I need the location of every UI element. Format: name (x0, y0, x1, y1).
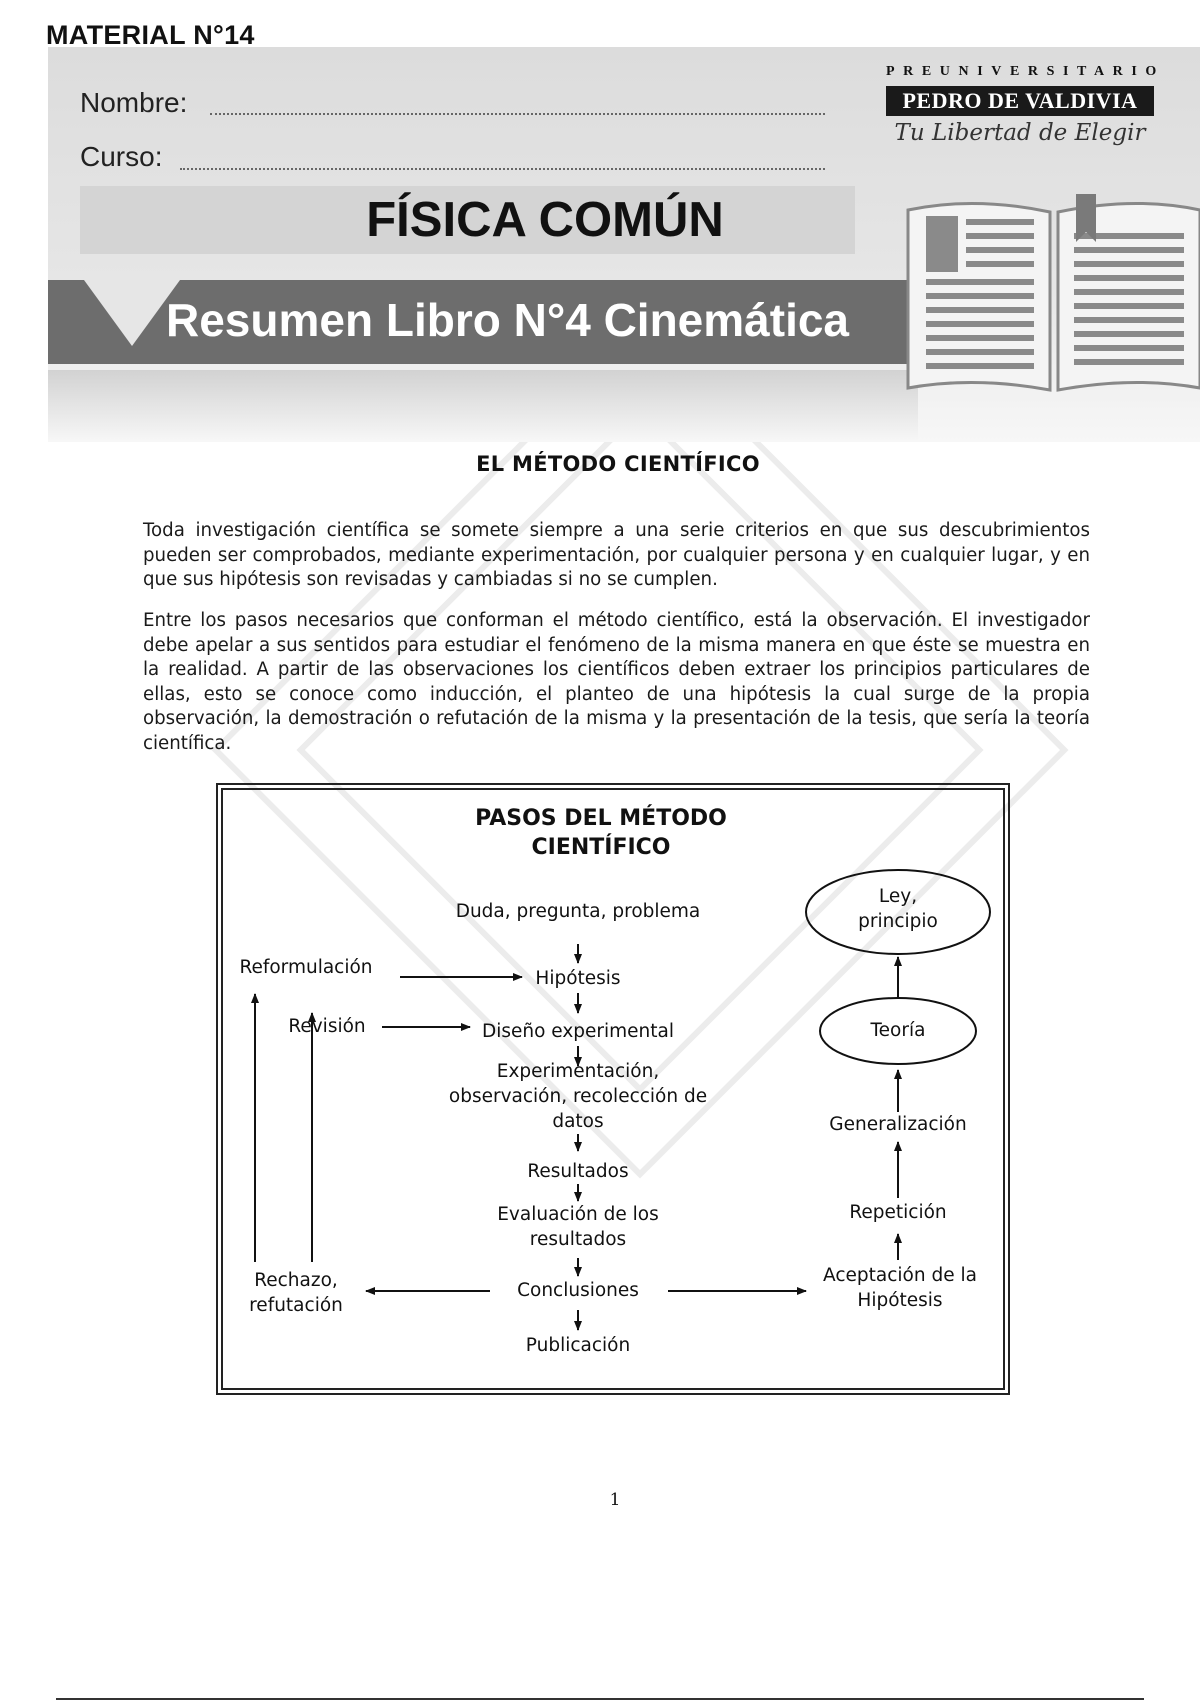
node-publication: Publicación (525, 1335, 631, 1356)
node-revision: Revisión (288, 1016, 366, 1037)
name-label: Nombre: (80, 87, 188, 118)
node-conclusions: Conclusiones (517, 1280, 639, 1301)
name-field[interactable] (210, 113, 825, 115)
node-rejection: Rechazo, refutación (249, 1270, 343, 1316)
node-acceptance: Aceptación de la Hipótesis (823, 1265, 977, 1311)
node-theory: Teoría (870, 1020, 926, 1041)
open-book-icon (904, 190, 1200, 400)
header-shadow (48, 370, 918, 440)
node-reformulation: Reformulación (239, 957, 373, 978)
node-hypothesis: Hipótesis (535, 968, 621, 989)
page-number: 1 (609, 1490, 621, 1510)
material-number: MATERIAL N°14 (46, 20, 255, 50)
node-experimental-design: Diseño experimental (481, 1021, 675, 1042)
diagram-title: CIENTÍFICO (531, 835, 671, 860)
page-title: Resumen Libro N°4 Cinemática (166, 294, 850, 346)
node-experimentation: Experimentación, observación, recolección de datos (448, 1061, 708, 1132)
node-evaluation: Evaluación de los resultados (497, 1204, 659, 1250)
paragraph: Entre los pasos necesarios que conforman el método científico, está la observación. El investigador debe apelar a sus sentidos para estudiar el fenómeno de la misma manera en que éste se muestra en la realidad. A partir de las observaciones los científicos deben extraer los principios particulares de ellas, esto se conoce como inducción, el planteo de una hipótesis la cual surge de la propia observación, la demostración o refutación de la misma y la presentación de la tesis, que sería la teoría científica. (143, 610, 1090, 754)
course-field[interactable] (180, 168, 825, 170)
paragraph: Toda investigación científica se somete siempre a una serie criterios en que sus descubrimientos pueden ser comprobados, mediante experimentación, por cualquier persona y en cualquier lugar, y en que sus hipótesis son revisadas y cambiadas si no se cumplen. (143, 520, 1090, 590)
node-repetition: Repetición (849, 1202, 947, 1223)
section-heading: EL MÉTODO CIENTÍFICO (476, 452, 760, 476)
course-label: Curso: (80, 141, 163, 172)
logo-name: PEDRO DE VALDIVIA (886, 86, 1154, 116)
node-question: Duda, pregunta, problema (455, 901, 701, 922)
node-law: Ley, principio (858, 886, 938, 932)
logo-preuniversitario: PREUNIVERSITARIO (886, 64, 1165, 79)
node-results: Resultados (527, 1161, 629, 1182)
subject-title: FÍSICA COMÚN (366, 193, 724, 247)
node-generalization: Generalización (829, 1114, 967, 1135)
diagram-title: PASOS DEL MÉTODO (475, 806, 727, 831)
logo-tagline: Tu Libertad de Elegir (894, 120, 1146, 146)
